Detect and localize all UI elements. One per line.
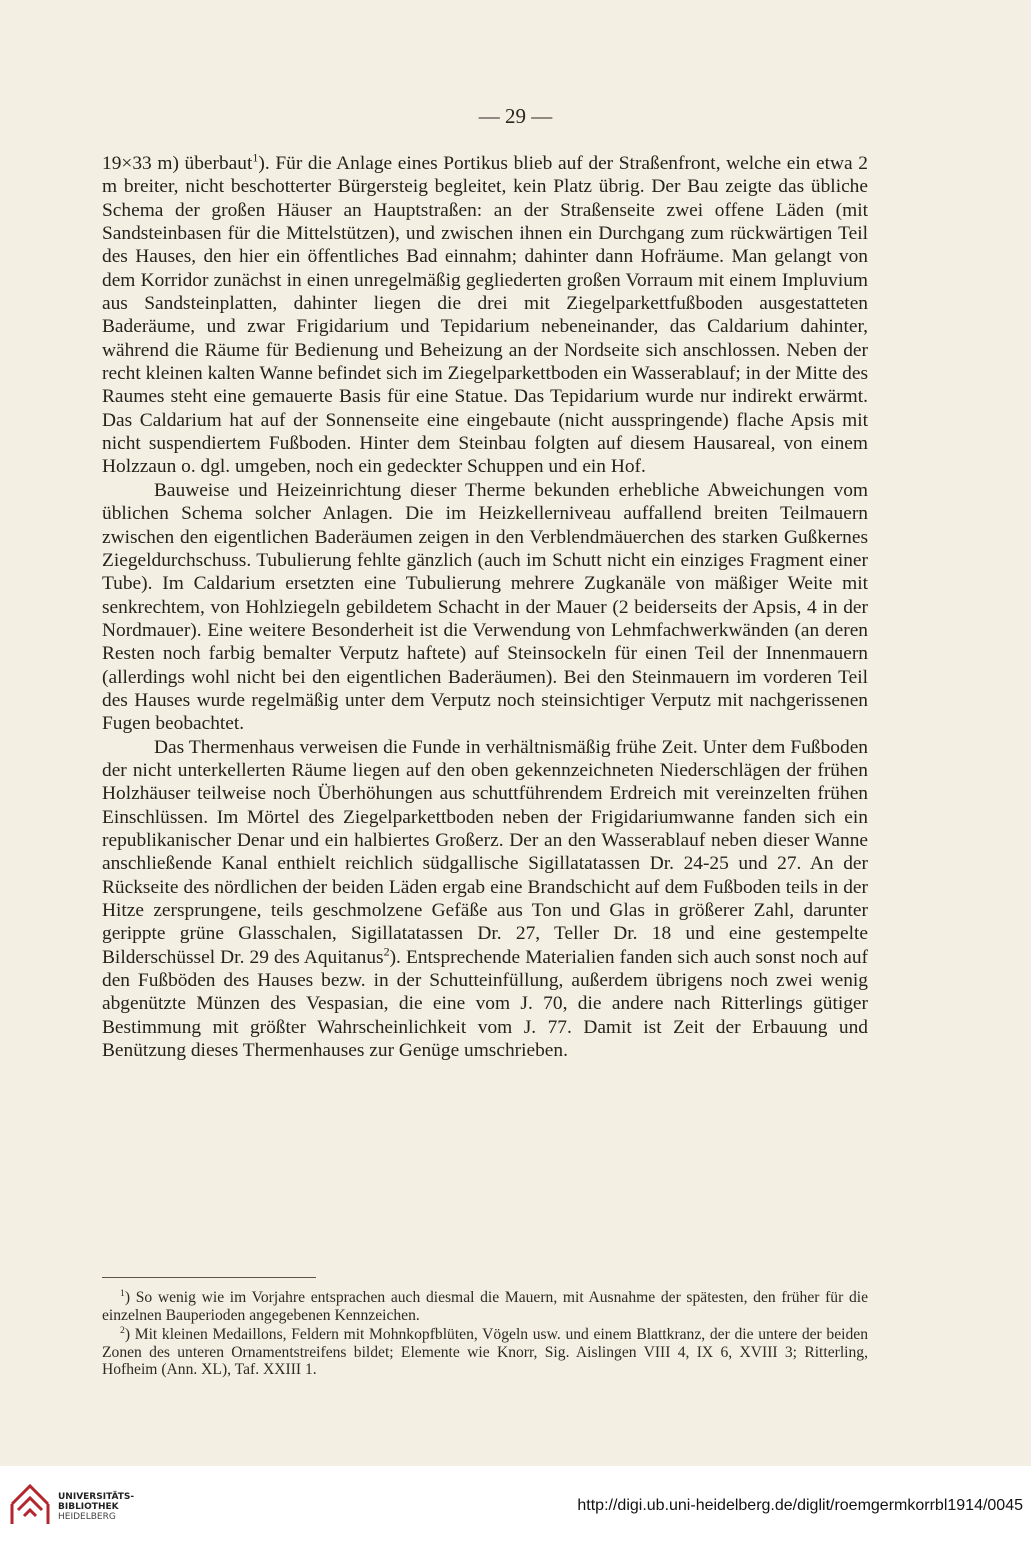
paragraph-3-rest: ). Entsprechende Materialien fanden sich auch sonst noch auf den Fußböden des Hauses bezw. in der Schutteinfüllung, außerdem übrigens noch zwei wenig abgenützte Münzen des Vespasian, die eine vom J. 70, die andere nach Ritterlings gütiger Bestimmung mit größter Wahrscheinlichkeit vom J. 77. Damit ist Zeit der Erbauung und Benützung dieses Thermenhauses zur Genüge umschrieben.	[102, 946, 868, 1062]
page-number: — 29 —	[478, 104, 553, 128]
footnote-1-text: ) So wenig wie im Vorjahre entsprachen auch diesmal die Mauern, mit Ausnahme der spätesten, den früher für die einzelnen Bauperioden angegebenen Kennzeichen.	[102, 1289, 868, 1324]
footnotes	[102, 1289, 868, 1381]
library-logo-text[interactable]	[58, 1492, 178, 1522]
paragraph-3-start: Das Thermenhaus verweisen die Funde in verhältnismäßig frühe Zeit. Unter dem Fußboden der nicht unterkellerten Räume liegen auf den oben gekennzeichneten Niederschlägen der frühen Holzhäuser teilweise noch Überhöhungen aus schuttführendem Erdreich mit vereinzelten frühen Einschlüssen. Im Mörtel des Ziegelparkettboden neben der Frigidariumwanne fanden sich ein republikanischer Denar und ein halbiertes Großerz. Der an den Wasserablauf neben dieser Wanne anschließende Kanal enthielt reichlich südgallische Sigillatatassen Dr. 24-25 und 27. An der Rückseite des nördlichen der beiden Läden ergab eine Brandschicht auf dem Fußboden teils in der Hitze zersprungene, teils geschmolzene Gefäße aus Ton und Glas in größerer Zahl, darunter gerippte grüne Glasschalen, Sigillatatassen Dr. 27, Teller Dr. 18 und eine gestempelte Bilderschüssel Dr. 29 des Aquitanus	[102, 736, 868, 968]
footnote-1-marker: 1	[120, 1287, 125, 1299]
paragraph-1	[102, 152, 868, 479]
footnote-ref-1[interactable]: 1	[252, 150, 259, 165]
footnote-2-marker: 2	[120, 1324, 125, 1336]
footnote-2	[102, 1326, 868, 1379]
logo-line-2: BIBLIOTHEK	[58, 1502, 119, 1512]
footnote-divider	[102, 1277, 316, 1278]
footnote-1	[102, 1289, 868, 1324]
library-logo-icon[interactable]	[8, 1480, 52, 1530]
paragraph-1-start: 19×33 m) überbaut	[102, 153, 253, 174]
body-text	[102, 152, 868, 1062]
logo-line-3: HEIDELBERG	[58, 1512, 116, 1522]
footnote-ref-2[interactable]: 2	[383, 944, 390, 959]
paragraph-2: Bauweise und Heizeinrichtung dieser Therme bekunden erhebliche Abweichungen vom üblichen Schema solcher Anlagen. Die im Heizkellerniveau auffallend breiten Teilmauern zwischen den eigentlichen Baderäumen zeigen in den Verblendmäuerchen des starken Gußkernes Ziegeldurchschuss. Tubulierung fehlte gänzlich (auch im Schutt nicht ein einziges Fragment einer Tube). Im Caldarium ersetzten eine Tubulierung mehrere Zugkanäle von mäßiger Weite mit senkrechtem, von Hohlziegeln gebildetem Schacht in der Mauer (2 beiderseits der Apsis, 4 in der Nordmauer). Eine weitere Besonderheit ist die Verwendung von Lehmfachwerkwänden (an deren Resten noch farbig bemalter Verputz haftete) auf Steinsockeln für einen Teil der Innenmauern (allerdings wohl nicht bei den eigentlichen Baderäumen). Bei den Steinmauern im vorderen Teil des Hauses wurde regelmäßig unter dem Verputz noch steinsichtiger Verputz mit nachgerissenen Fugen beobachtet.	[102, 479, 868, 735]
footnote-2-text: ) Mit kleinen Medaillons, Feldern mit Mohnkopfblüten, Vögeln usw. und einem Blattkranz, der die untere der beiden Zonen des unteren Ornamentstreifens bildet; Elemente wie Knorr, Sig. Aislingen VIII 4, IX 6, XVIII 3; Ritterling, Hofheim (Ann. XL), Taf. XXIII 1.	[102, 1326, 868, 1378]
logo-line-1: UNIVERSITÄTS-	[58, 1492, 135, 1502]
paragraph-3	[102, 736, 868, 1063]
paragraph-1-rest: ). Für die Anlage eines Portikus blieb auf der Straßenfront, welche ein etwa 2 m breiter, nicht beschotterter Bürgersteig begleitet, kein Platz übrig. Der Bau zeigte das übliche Schema der großen Häuser an Hauptstraßen: an der Straßenseite zwei offene Läden (mit Sandsteinbasen für die Mittelstützen), und zwischen ihnen ein Durchgang zum rückwärtigen Teil des Hauses, den hier ein öffentliches Bad einnahm; dahinter dann Hofräume. Man gelangt von dem Korridor zunächst in einen unregelmäßig gegliederten großen Vorraum mit einem Impluvium aus Sandsteinplatten, dahinter liegen die drei mit Ziegelparkettfußboden ausgestatteten Baderäume, und zwar Frigidarium und Tepidarium nebeneinander, das Caldarium dahinter, während die Räume für Bedienung und Beheizung an der Nordseite sich anschlossen. Neben der recht kleinen kalten Wanne befindet sich im Ziegelparkettboden ein Wasserablauf; in der Mitte des Raumes steht eine gemauerte Basis für eine Statue. Das Tepidarium wurde nur indirekt erwärmt. Das Caldarium hat auf der Sonnenseite eine eingebaute (nicht ausspringende) flache Apsis mit nicht suspendiertem Fußboden. Hinter dem Steinbau folgten auf diesem Hausareal, von einem Holzzaun o. dgl. umgeben, noch ein gedeckter Schuppen und ein Hof.	[102, 153, 868, 478]
source-url-link[interactable]: http://digi.ub.uni-heidelberg.de/diglit/roemgermkorrbl1914/0045	[577, 1497, 1023, 1514]
